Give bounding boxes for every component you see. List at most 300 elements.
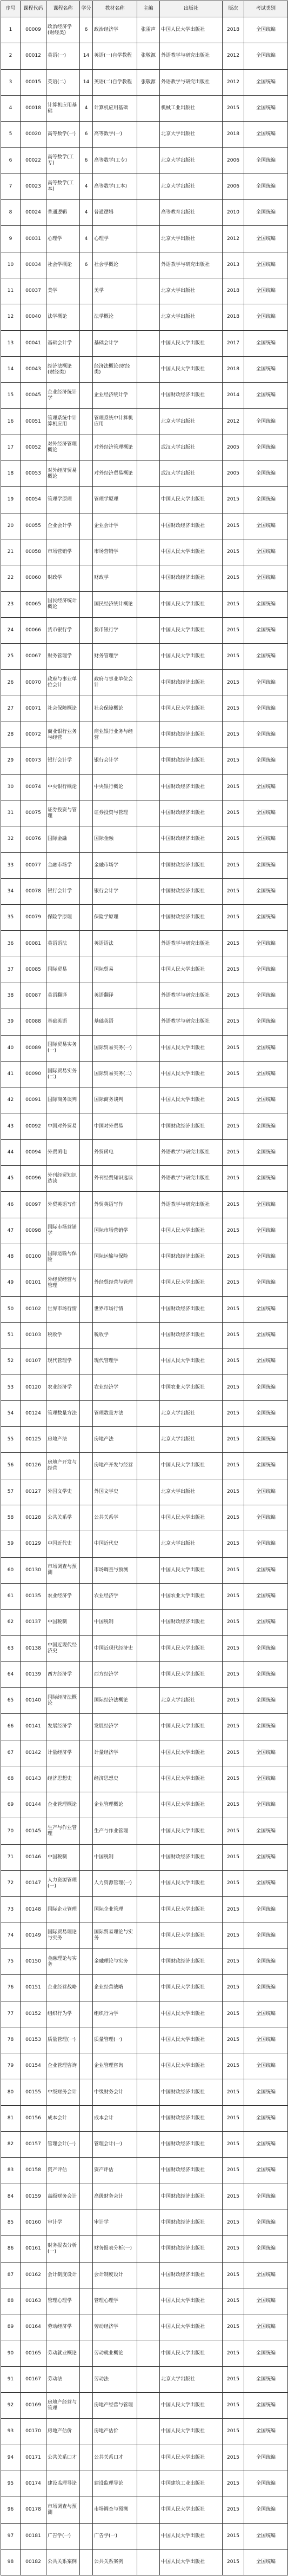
editor-cell [137,1349,160,1374]
editor-cell [137,2262,160,2288]
row-index-cell: 85 [1,2210,21,2235]
edition-cell: 2015 [223,774,244,800]
course-code-cell: 00164 [21,2314,46,2340]
exam-type-cell: 全国统编 [244,931,288,957]
course-name-cell: 市场调查与预测 [46,1557,80,1583]
course-code-cell: 00094 [21,1139,46,1165]
course-name-cell: 政治经济学(财经类) [46,17,80,43]
course-name-cell: 英语(一) [46,43,80,69]
table-row [1,1035,288,1061]
course-name-cell: 心理学 [46,226,80,252]
row-index-cell: 38 [1,983,21,1009]
textbook-name-cell: 国际市场营销学 [93,1218,137,1244]
textbook-name-cell: 市场调查与预测 [93,2497,137,2523]
publisher-cell: 中国人民大学出版社 [160,356,223,382]
course-name-cell: 英语(二) [46,69,80,95]
table-row [1,2314,288,2340]
credits-cell [80,1270,93,1296]
table-row [1,1009,288,1035]
course-code-cell: 00151 [21,1975,46,2001]
textbook-name-cell: 企业经济统计学 [93,383,137,409]
row-index-cell: 15 [1,383,21,409]
credits-cell [80,1035,93,1061]
course-code-cell: 00052 [21,435,46,461]
publisher-cell: 武汉大学出版社 [160,435,223,461]
table-row [1,513,288,539]
publisher-cell: 中国人民大学出版社 [160,17,223,43]
credits-cell [80,2340,93,2366]
publisher-cell: 中国人民大学出版社 [160,1661,223,1687]
course-name-cell: 中国对外贸易 [46,1113,80,1139]
exam-type-cell: 全国统编 [244,435,288,461]
row-index-cell: 62 [1,1610,21,1636]
course-code-cell: 00165 [21,2340,46,2366]
editor-cell [137,173,160,199]
edition-cell: 2015 [223,2158,244,2184]
table-row [1,774,288,800]
edition-cell: 2015 [223,1636,244,1661]
edition-cell: 2015 [223,1218,244,1244]
row-index-cell: 16 [1,409,21,435]
textbook-name-cell: 法学概论 [93,304,137,330]
publisher-cell: 中国人民大学出版社 [160,1792,223,1818]
exam-type-cell: 全国统编 [244,1636,288,1661]
exam-type-cell: 全国统编 [244,226,288,252]
publisher-cell: 中国财政经济出版社 [160,2105,223,2131]
course-code-cell: 00150 [21,1948,46,1974]
header-exam-type: 考试类别 [244,1,288,17]
credits-cell [80,1296,93,1322]
header-credits: 学分 [80,1,93,17]
exam-type-cell: 全国统编 [244,852,288,878]
course-code-cell: 00138 [21,1636,46,1661]
edition-cell: 2015 [223,2419,244,2445]
textbook-name-cell: 高等数学(工本) [93,173,137,199]
editor-cell [137,409,160,435]
course-code-cell: 00178 [21,2497,46,2523]
edition-cell: 2015 [223,1610,244,1636]
course-code-cell: 00076 [21,826,46,852]
course-code-cell: 00141 [21,1714,46,1740]
credits-cell [80,591,93,617]
course-code-cell: 00097 [21,1192,46,1218]
row-index-cell: 58 [1,1505,21,1531]
exam-type-cell: 全国统编 [244,252,288,278]
table-row [1,983,288,1009]
editor-cell: 张敬源 [137,69,160,95]
edition-cell: 2015 [223,2366,244,2392]
editor-cell [137,774,160,800]
publisher-cell: 中国人民大学出版社 [160,957,223,983]
editor-cell [137,1923,160,1948]
credits-cell [80,983,93,1009]
publisher-cell: 中国财政经济出版社 [160,1244,223,1270]
edition-cell: 2015 [223,1349,244,1374]
table-row [1,1113,288,1139]
edition-cell: 2015 [223,1975,244,2001]
exam-type-cell: 全国统编 [244,2314,288,2340]
textbook-name-cell: 资产评估 [93,2158,137,2184]
publisher-cell: 中国人民大学出版社 [160,1270,223,1296]
publisher-cell: 中国人民大学出版社 [160,487,223,513]
course-name-cell: 国际经济法概论 [46,1688,80,1714]
course-name-cell: 农业经济学 [46,1583,80,1609]
credits-cell [80,1871,93,1897]
row-index-cell: 44 [1,1139,21,1165]
edition-cell: 2015 [223,2262,244,2288]
textbook-name-cell: 外刊经贸知识选读 [93,1166,137,1192]
credits-cell [80,513,93,539]
row-index-cell: 64 [1,1661,21,1687]
textbook-name-cell: 金融市场学 [93,852,137,878]
publisher-cell: 中国财政经济出版社 [160,905,223,931]
publisher-cell: 中国人民大学出版社 [160,591,223,617]
exam-type-cell: 全国统编 [244,2132,288,2158]
publisher-cell: 中国人民大学出版社 [160,1636,223,1661]
table-row [1,95,288,121]
exam-type-cell: 全国统编 [244,304,288,330]
edition-cell: 2015 [223,1844,244,1870]
publisher-cell: 中国人民大学出版社 [160,1766,223,1792]
editor-cell [137,617,160,643]
course-name-cell: 质量管理(一) [46,2027,80,2053]
course-name-cell: 管理学原理 [46,487,80,513]
publisher-cell: 中国人民大学出版社 [160,617,223,643]
editor-cell [137,278,160,304]
exam-type-cell: 全国统编 [244,2053,288,2079]
edition-cell: 2018 [223,278,244,304]
course-name-cell: 企业经济统计学 [46,383,80,409]
textbook-name-cell: 美学 [93,278,137,304]
textbook-name-cell: 国际商务谈判 [93,1087,137,1113]
course-name-cell: 房地产法 [46,1427,80,1453]
textbook-name-cell: 发展经济学 [93,1714,137,1740]
edition-cell: 2015 [223,2027,244,2053]
publisher-cell: 中国财政经济出版社 [160,1113,223,1139]
row-index-cell: 54 [1,1400,21,1426]
course-name-cell: 国际贸易实务(一) [46,1035,80,1061]
exam-type-cell: 全国统编 [244,1218,288,1244]
course-name-cell: 保险学原理 [46,905,80,931]
editor-cell [137,1427,160,1453]
edition-cell: 2015 [223,539,244,565]
textbook-name-cell: 经济法概论(财经类) [93,356,137,382]
textbook-name-cell: 银行会计学 [93,878,137,904]
table-row [1,905,288,931]
publisher-cell: 高等教育出版社 [160,200,223,226]
credits-cell [80,1192,93,1218]
publisher-cell: 中国财政经济出版社 [160,513,223,539]
course-name-cell: 高等数学(工专) [46,148,80,173]
table-row [1,722,288,748]
table-row [1,278,288,304]
publisher-cell: 北京大学出版社 [160,148,223,173]
textbook-name-cell: 英语翻译 [93,983,137,1009]
course-code-cell: 00075 [21,800,46,826]
exam-type-cell: 全国统编 [244,539,288,565]
course-code-cell: 00152 [21,2001,46,2027]
edition-cell: 2015 [223,670,244,696]
course-code-cell: 00127 [21,1479,46,1505]
course-name-cell: 成本会计 [46,2105,80,2131]
exam-type-cell: 全国统编 [244,748,288,774]
credits-cell [80,774,93,800]
row-index-cell: 39 [1,1009,21,1035]
editor-cell [137,1688,160,1714]
course-name-cell: 企业管理咨询 [46,2053,80,2079]
course-code-cell: 00081 [21,931,46,957]
row-index-cell: 22 [1,565,21,591]
publisher-cell: 中国人民大学出版社 [160,2523,223,2549]
editor-cell [137,435,160,461]
edition-cell: 2015 [223,1296,244,1322]
edition-cell: 2012 [223,69,244,95]
edition-cell: 2015 [223,1453,244,1479]
course-name-cell: 银行会计学 [46,878,80,904]
course-code-cell: 00031 [21,226,46,252]
publisher-cell: 机械工业出版社 [160,95,223,121]
edition-cell: 2015 [223,2393,244,2419]
editor-cell [137,1192,160,1218]
editor-cell [137,1453,160,1479]
publisher-cell: 中国人民大学出版社 [160,1740,223,1766]
editor-cell [137,644,160,670]
publisher-cell: 中国人民大学出版社 [160,1453,223,1479]
edition-cell: 2015 [223,591,244,617]
row-index-cell: 14 [1,356,21,382]
edition-cell: 2015 [223,957,244,983]
publisher-cell: 中国财政经济出版社 [160,2236,223,2262]
edition-cell: 2015 [223,617,244,643]
exam-type-cell: 全国统编 [244,1400,288,1426]
credits-cell [80,1923,93,1948]
exam-type-cell: 全国统编 [244,1061,288,1087]
course-name-cell: 企业管理概论 [46,1792,80,1818]
exam-type-cell: 全国统编 [244,1818,288,1844]
edition-cell: 2015 [223,2132,244,2158]
publisher-cell: 外语教学与研究出版社 [160,1009,223,1035]
course-name-cell: 市场营销学 [46,539,80,565]
publisher-cell: 中国财政经济出版社 [160,1610,223,1636]
textbook-name-cell: 中国税制 [93,1844,137,1870]
table-row [1,1948,288,1974]
textbook-name-cell: 货币银行学 [93,617,137,643]
course-name-cell: 社会保障概论 [46,696,80,722]
course-name-cell: 资产评估 [46,2158,80,2184]
exam-type-cell: 全国统编 [244,1349,288,1374]
editor-cell [137,2497,160,2523]
course-name-cell: 对外经济贸易概论 [46,461,80,487]
course-code-cell: 00157 [21,2132,46,2158]
publisher-cell: 北京大学出版社 [160,173,223,199]
credits-cell [80,2262,93,2288]
edition-cell: 2015 [223,1871,244,1897]
exam-type-cell: 全国统编 [244,200,288,226]
editor-cell [137,1087,160,1113]
table-row [1,252,288,278]
table-row [1,1923,288,1948]
course-code-cell: 00012 [21,43,46,69]
textbook-name-cell: 管理系统中计算机应用 [93,409,137,435]
textbook-name-cell: 银行会计学 [93,748,137,774]
editor-cell [137,2132,160,2158]
course-code-cell: 00085 [21,957,46,983]
exam-type-cell: 全国统编 [244,2027,288,2053]
exam-type-cell: 全国统编 [244,122,288,148]
credits-cell [80,539,93,565]
textbook-name-cell: 房地产开发与经营 [93,1453,137,1479]
credits-cell [80,1244,93,1270]
exam-type-cell: 全国统编 [244,2079,288,2105]
table-row [1,1349,288,1374]
row-index-cell: 83 [1,2158,21,2184]
editor-cell [137,330,160,356]
edition-cell: 2015 [223,2445,244,2471]
textbook-name-cell: 国际运输与保险 [93,1244,137,1270]
course-code-cell: 00022 [21,148,46,173]
row-index-cell: 33 [1,852,21,878]
exam-type-cell: 全国统编 [244,644,288,670]
row-index-cell: 92 [1,2393,21,2419]
exam-type-cell: 全国统编 [244,1322,288,1348]
credits-cell: 4 [80,226,93,252]
course-name-cell: 房地产开发与经营 [46,1453,80,1479]
table-row [1,1871,288,1897]
course-name-cell: 审计学 [46,2210,80,2235]
editor-cell [137,2419,160,2445]
credits-cell [80,617,93,643]
textbook-name-cell: 现代管理学 [93,1349,137,1374]
table-row [1,748,288,774]
edition-cell: 2012 [223,226,244,252]
publisher-cell: 中国财政经济出版社 [160,878,223,904]
row-index-cell: 61 [1,1583,21,1609]
editor-cell: 张敬源 [137,43,160,69]
edition-cell: 2018 [223,122,244,148]
course-name-cell: 企业会计学 [46,513,80,539]
publisher-cell: 中国财政经济出版社 [160,1844,223,1870]
textbook-name-cell: 政府与事业单位会计 [93,670,137,696]
credits-cell [80,2471,93,2497]
edition-cell: 2015 [223,1740,244,1766]
table-row [1,1531,288,1557]
editor-cell [137,2523,160,2549]
row-index-cell: 51 [1,1322,21,1348]
table-row [1,1688,288,1714]
row-index-cell: 19 [1,487,21,513]
editor-cell [137,1818,160,1844]
course-name-cell: 对外经济管理概论 [46,435,80,461]
exam-type-cell: 全国统编 [244,1427,288,1453]
course-name-cell: 基础会计学 [46,330,80,356]
textbook-name-cell: 西方经济学 [93,1661,137,1687]
row-index-cell: 78 [1,2027,21,2053]
table-row [1,1818,288,1844]
edition-cell: 2006 [223,173,244,199]
credits-cell [80,670,93,696]
course-name-cell: 中国税制 [46,1844,80,1870]
row-index-cell: 7 [1,173,21,199]
row-index-cell: 31 [1,800,21,826]
textbook-name-cell: 农业经济学 [93,1374,137,1400]
credits-cell [80,2105,93,2131]
course-name-cell: 发展经济学 [46,1714,80,1740]
editor-cell [137,1218,160,1244]
editor-cell [137,1113,160,1139]
table-row [1,2471,288,2497]
credits-cell [80,1479,93,1505]
publisher-cell: 中国财政经济出版社 [160,826,223,852]
course-code-cell: 00090 [21,1061,46,1087]
course-name-cell: 银行会计学 [46,748,80,774]
exam-type-cell: 全国统编 [244,173,288,199]
credits-cell [80,644,93,670]
header-edition: 版次 [223,1,244,17]
edition-cell: 2012 [223,43,244,69]
course-name-cell: 政府与事业单位会计 [46,670,80,696]
row-index-cell: 91 [1,2366,21,2392]
table-row [1,2079,288,2105]
course-name-cell: 基础英语 [46,1009,80,1035]
editor-cell [137,356,160,382]
course-code-cell: 00020 [21,122,46,148]
edition-cell: 2015 [223,2236,244,2262]
publisher-cell: 中国财政经济出版社 [160,565,223,591]
edition-cell: 2012 [223,409,244,435]
textbook-name-cell: 劳动经济学 [93,2314,137,2340]
row-index-cell: 17 [1,435,21,461]
table-row [1,1975,288,2001]
credits-cell [80,1400,93,1426]
credits-cell [80,2445,93,2471]
edition-cell: 2015 [223,2340,244,2366]
row-index-cell: 41 [1,1061,21,1087]
credits-cell [80,1688,93,1714]
publisher-cell: 中国人民大学出版社 [160,2445,223,2471]
textbook-name-cell: 组织行为学 [93,2001,137,2027]
course-code-cell: 00024 [21,200,46,226]
course-name-cell: 中央银行概论 [46,774,80,800]
editor-cell [137,878,160,904]
course-name-cell: 高等数学(工本) [46,173,80,199]
row-index-cell: 65 [1,1688,21,1714]
course-name-cell: 法学概论 [46,304,80,330]
table-row [1,2419,288,2445]
course-code-cell: 00058 [21,539,46,565]
exam-type-cell: 全国统编 [244,1192,288,1218]
course-name-cell: 公共关系口才 [46,2445,80,2471]
credits-cell [80,461,93,487]
textbook-name-cell: 对外经济管理概论 [93,435,137,461]
editor-cell [137,2236,160,2262]
row-index-cell: 48 [1,1244,21,1270]
publisher-cell: 北京大学出版社 [160,226,223,252]
credits-cell [80,2132,93,2158]
publisher-cell: 中国财政经济出版社 [160,1296,223,1322]
table-row [1,1636,288,1661]
course-name-cell: 劳动经济学 [46,2314,80,2340]
textbook-name-cell: 英语(一)自学教程 [93,43,137,69]
course-name-cell: 农业经济学 [46,1374,80,1400]
course-code-cell: 00162 [21,2262,46,2288]
row-index-cell: 79 [1,2053,21,2079]
credits-cell [80,1531,93,1557]
header-course-code: 课程代码 [21,1,46,17]
table-row [1,1218,288,1244]
row-index-cell: 68 [1,1766,21,1792]
publisher-cell: 中国人民大学出版社 [160,1218,223,1244]
course-name-cell: 计量经济学 [46,1740,80,1766]
